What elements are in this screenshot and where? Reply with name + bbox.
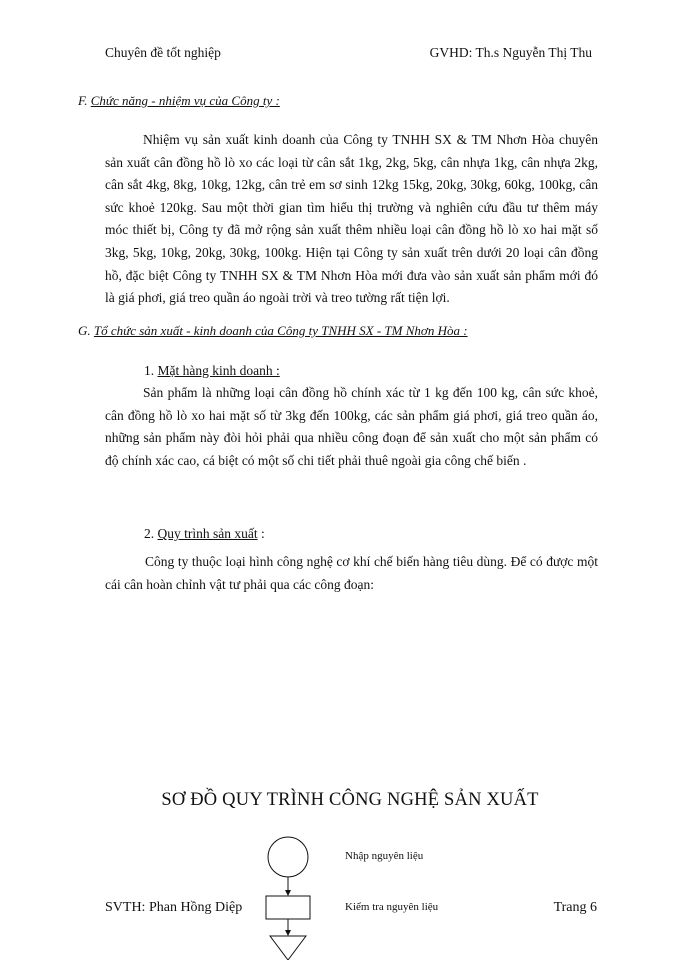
- section-g-label: G.: [78, 323, 91, 338]
- section-g-title: Tổ chức sản xuất - kinh doanh của Công ty TNHH SX - TM Nhơn Hòa :: [93, 323, 468, 338]
- step-label-input: Nhập nguyên liệu: [345, 850, 424, 862]
- header-left: Chuyên đề tốt nghiệp: [105, 45, 221, 60]
- arrow-head-2: [285, 930, 291, 936]
- sub2-suffix: :: [257, 526, 265, 541]
- sub2-title: Quy trình sản xuất: [157, 526, 258, 541]
- sub1-number: 1.: [144, 363, 155, 378]
- sub2-number: 2.: [144, 526, 155, 541]
- step-inspect-box: [266, 896, 310, 919]
- step-triangle: [270, 936, 306, 960]
- section-f-label: F.: [78, 93, 88, 108]
- sub2-text: Công ty thuộc loại hình công nghệ cơ khí chế biến hàng tiêu dùng. Để có được một cái cân hoàn chỉnh vật tư phải qua các công đoạn:: [105, 554, 598, 592]
- footer-right: Trang 6: [553, 900, 597, 915]
- step-label-inspect: Kiểm tra nguyên liệu: [345, 901, 439, 913]
- header-right: GVHD: Th.s Nguyễn Thị Thu: [429, 45, 592, 60]
- sub1-text: Sản phẩm là những loại cân đồng hồ chính xác từ 1 kg đến 100 kg, cân sức khoẻ, cân đồng hồ lò xo hai mặt số từ 3kg đến 100kg, các sản phẩm giá phơi, giá treo quần áo, những sản phẩm này đòi hỏi phải qua nhiều công đoạn để sản xuất cho một sản phẩm có độ chính xác cao, cá biệt có một số chi tiết phải thuê ngoài gia công chế biến .: [105, 385, 598, 468]
- footer-left: SVTH: Phan Hồng Diệp: [105, 900, 243, 915]
- step-input-circle: [268, 837, 308, 877]
- section-f-text: Nhiệm vụ sản xuất kinh doanh của Công ty TNHH SX & TM Nhơn Hòa chuyên sản xuất cân đồng hồ lò xo các loại từ cân sắt 1kg, 2kg, 5kg, cân nhựa 1kg, cân nhựa 2kg, cân sắt 4kg, 8kg, 10kg, 12kg, cân trẻ em sơ sinh 12kg 15kg, 20kg, 30kg, 60kg, 100kg, cân sức khoẻ 120kg. Sau một thời gian tìm hiểu thị trường và nghiên cứu đầu tư thêm máy móc thiết bị, Công ty đã mở rộng sản xuất thêm nhiều loại cân đồng hồ lò xo hai mặt số 3kg, 5kg, 10kg, 20kg, 30kg, 100kg. Hiện tại Công ty sản xuất trên dưới 20 loại cân đồng hồ, đặc biệt Công ty TNHH SX & TM Nhơn Hòa mới đưa vào sản xuất sản phẩm mới đó là giá phơi, giá treo quần áo ngoài trời và treo tường rất tiện lợi.: [105, 132, 598, 306]
- section-f-title: Chức năng - nhiệm vụ của Công ty :: [90, 93, 280, 108]
- sub1-title: Mặt hàng kinh doanh :: [157, 363, 280, 378]
- diagram-title: SƠ ĐỒ QUY TRÌNH CÔNG NGHỆ SẢN XUẤT: [161, 790, 539, 810]
- arrow-head-1: [285, 890, 291, 896]
